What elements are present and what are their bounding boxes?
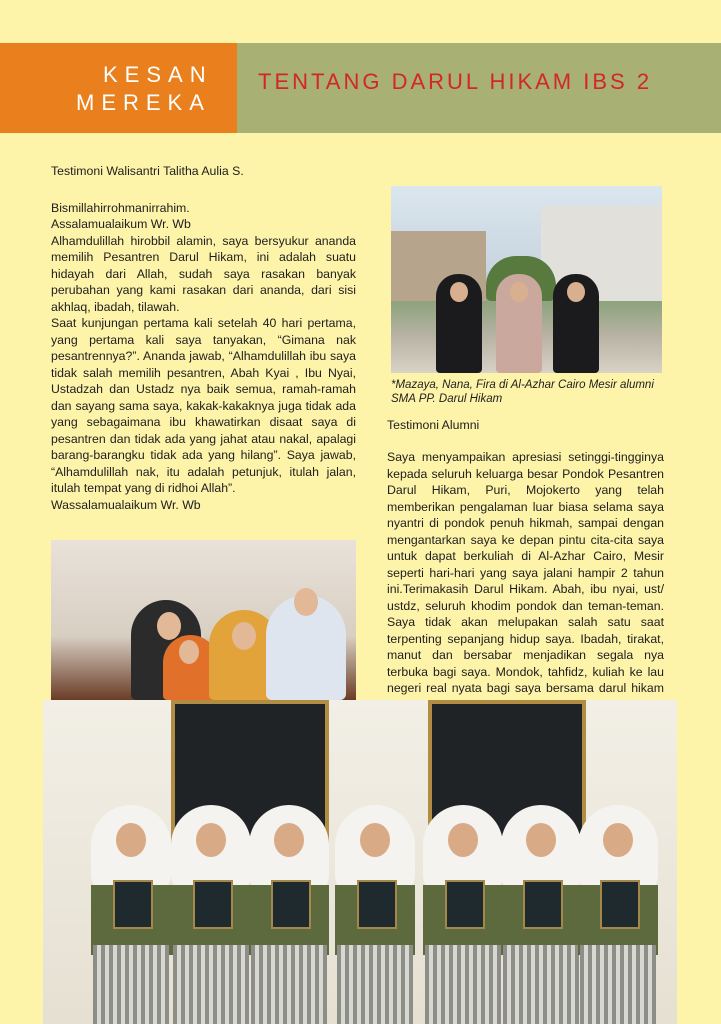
alumni-photo xyxy=(391,186,662,373)
left-paragraph: Alhamdulillah hirobbil alamin, saya bersyukur ananda memilih Pesantren Darul Hikam, ini adalah suatu hidayah dari Allah, sudah saya rasakan banyak perubahan yang kami rasakan dari ananda, dari sisi akhlaq, ibadah, tilawah. xyxy=(51,233,356,314)
header-title-block xyxy=(237,43,721,133)
header-label-line1: KESAN xyxy=(103,62,213,87)
left-column xyxy=(51,163,356,513)
students-group-photo xyxy=(43,700,677,1024)
header-label-block xyxy=(0,43,237,133)
family-photo xyxy=(51,540,356,700)
right-body: Saya menyampaikan apresiasi setinggi-tingginya kepada seluruh keluarga besar Pondok Pesantren Darul Hikam, Puri, Mojokerto yang telah memberikan pengalaman luar biasa selama saya nyantri di pondok penuh hikmah, sampai dengan mengantarkan saya ke depan pintu cita-cita saya untuk dapat berkuliah di Al-Azhar Cairo, Mesir seperti hari-hari yang saya jalani hampir 2 tahun ini.Terimakasih Darul Hikam. Abah, ibu nyai, ust/ ustdz, seluruh khodim pondok dan teman-teman. Saya tidak akan melupakan salah satu saat terpenting sepanjang hidup saya. Ibadah, tirakat, manut dan bersabar menjadikan segala nya terbuka bagi saya. Mondok, tahfidz, kuliah ke lau negeri real nyata bagi saya bersama darul hikam xyxy=(387,450,664,695)
left-paragraph: Bismillahirrohmanirrahim. xyxy=(51,200,190,215)
left-paragraph: Saat kunjungan pertama kali setelah 40 hari pertama, yang pertama kali saya tanyakan, “Gimana nak pesantrennya?”. Ananda jawab, “Alhamdulillah ibu saya tidak salah memilih pesantren, Abah Kyai , Ibu Nyai, Ustadzah dan Ustadz nya baik semua, ramah-ramah dan sayang sama saya, kakak-kakaknya juga tidak ada yang sebagaimana ibu khawatirkan disaat saya di pesantren dan tidak ada yang jahat atau nakal, apalagi barang-barangku tidak ada yang hilang”. Saya jawab, “Alhamdulillah nak, itu adalah petunjuk, itulah jalan, itulah tempat yang di ridhoi Allah”. xyxy=(51,316,356,495)
left-paragraph: Assalamualaikum Wr. Wb xyxy=(51,217,191,231)
page-title: TENTANG DARUL HIKAM IBS 2 xyxy=(258,69,653,94)
left-heading: Testimoni Walisantri Talitha Aulia S. xyxy=(51,164,244,178)
photo-caption: *Mazaya, Nana, Fira di Al-Azhar Cairo Mesir alumni SMA PP. Darul Hikam xyxy=(391,379,654,405)
header-label-line2: MEREKA xyxy=(76,90,211,115)
right-heading: Testimoni Alumni xyxy=(387,418,480,432)
left-paragraph: Wassalamualaikum Wr. Wb xyxy=(51,497,201,512)
